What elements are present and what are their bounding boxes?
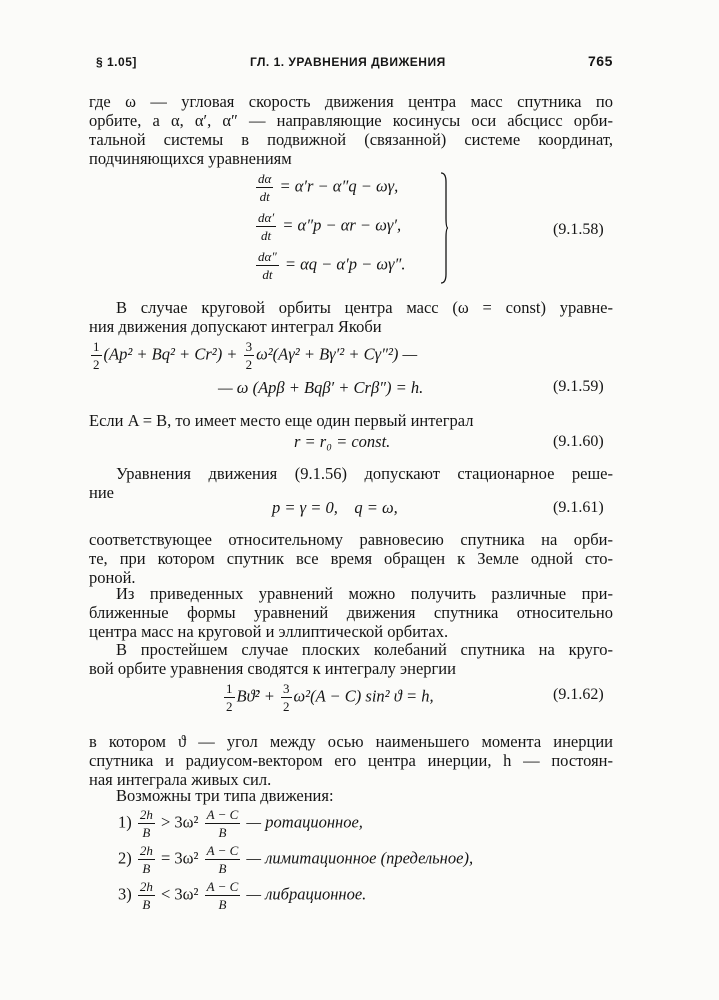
paragraph-line: роной. (89, 568, 136, 587)
equation-number: (9.1.60) (553, 433, 604, 450)
paragraph-line: подчиняющихся уравнениям (89, 149, 292, 168)
paragraph-line: Если A = B, то имеет место еще один первый интеграл (89, 411, 474, 430)
inertia-fraction: $\frac{A - C}{B}$ (206, 843, 239, 876)
paragraph-line: в котором ϑ — угол между осью наименьшего момента инерции (89, 732, 613, 751)
paragraph-line: вой орбите уравнения сводятся к интегралу энергии (89, 659, 456, 678)
equation-9-1-59-line-1: $\frac{1}{2}$ (Ap² + Bq² + Cr²) + $\frac{3}{2}$ ω²(Aγ² + Bγ′² + Cγ″²) — (93, 339, 418, 372)
inertia-fraction: $\frac{A - C}{B}$ (206, 807, 239, 840)
ratio-fraction: $\frac{2h}{B}$ (139, 807, 153, 840)
page-number: 765 (588, 53, 613, 69)
paragraph-line: соответствующее относительному равновесию спутника на орби- (89, 530, 613, 549)
paragraph-line: орбите, а α, α′, α″ — направляющие косинусы оси абсцисс орби- (89, 111, 613, 130)
equation-9-1-58-row-2: $\frac{d\alpha'}{dt}$ = α″p − αr − ωγ′, (258, 210, 402, 243)
paragraph-line: В случае круговой орбиты центра масс (ω = const) уравне- (116, 298, 613, 317)
paragraph-line: Возможны три типа движения: (116, 786, 334, 805)
derivative-fraction: $\frac{d\alpha}{dt}$ (258, 171, 272, 204)
equation-9-1-58-row-1: $\frac{d\alpha}{dt}$ = α′r − α″q − ωγ, (258, 171, 399, 204)
paragraph-line: спутника и радиусом-вектором его центра инерции, h — постоян- (89, 751, 613, 770)
half-fraction: $\frac{1}{2}$ (226, 681, 233, 714)
right-brace-icon (440, 172, 448, 284)
derivative-fraction: $\frac{d\alpha'}{dt}$ (258, 210, 275, 243)
paragraph-line: ния движения допускают интеграл Якоби (89, 317, 382, 336)
paragraph-line: центра масс на круговой и эллиптической орбитах. (89, 622, 449, 641)
equation-9-1-58-row-3: $\frac{d\alpha''}{dt}$ = αq − α′p − ωγ″. (258, 249, 406, 282)
equation-9-1-61: p = γ = 0, q = ω, (272, 498, 398, 517)
paragraph-line: Из приведенных уравнений можно получить различные при- (116, 584, 613, 603)
chapter-title: ГЛ. 1. УРАВНЕНИЯ ДВИЖЕНИЯ (250, 55, 446, 69)
three-halves-fraction: $\frac{3}{2}$ (245, 339, 253, 372)
equation-9-1-59-line-2: — ω (Apβ + Bqβ′ + Crβ″) = h. (218, 378, 424, 397)
paragraph-line: В простейшем случае плоских колебаний спутника на круго- (116, 640, 613, 659)
paragraph-line: тальной системы в подвижной (связанной) системе координат, (89, 130, 613, 149)
inertia-fraction: $\frac{A - C}{B}$ (206, 879, 239, 912)
equation-9-1-60: r = r₀ = const. (294, 432, 391, 451)
paragraph-line: ная интеграла живых сил. (89, 770, 272, 789)
equation-number: (9.1.61) (553, 499, 604, 516)
paragraph-line: где ω — угловая скорость движения центра масс спутника по (89, 92, 613, 111)
section-marker: § 1.05] (96, 55, 137, 69)
paragraph-line: те, при котором спутник все время обращен к Земле одной сто- (89, 549, 613, 568)
motion-type-item: 3) $\frac{2h}{B}$ < 3ω² $\frac{A - C}{B}$ — либрационное. (118, 879, 367, 912)
paragraph-line: ние (89, 483, 114, 502)
half-fraction: $\frac{1}{2}$ (93, 339, 100, 372)
paragraph-line: Уравнения движения (9.1.56) допускают стационарное реше- (116, 464, 613, 483)
ratio-fraction: $\frac{2h}{B}$ (139, 879, 153, 912)
equation-9-1-62: $\frac{1}{2}$ Bϑ̇² + $\frac{3}{2}$ ω²(A − C) sin² ϑ = h, (226, 681, 434, 714)
motion-type-item: 2) $\frac{2h}{B}$ = 3ω² $\frac{A - C}{B}$ — лимитационное (предельное), (118, 843, 474, 876)
three-halves-fraction: $\frac{3}{2}$ (283, 681, 290, 714)
equation-number: (9.1.62) (553, 686, 604, 703)
ratio-fraction: $\frac{2h}{B}$ (139, 843, 153, 876)
motion-type-item: 1) $\frac{2h}{B}$ > 3ω² $\frac{A - C}{B}$ — ротационное, (118, 807, 363, 840)
equation-number: (9.1.59) (553, 378, 604, 395)
derivative-fraction: $\frac{d\alpha''}{dt}$ (258, 249, 277, 282)
equation-number: (9.1.58) (553, 221, 604, 238)
paragraph-line: ближенные формы уравнений движения спутника относительно (89, 603, 613, 622)
